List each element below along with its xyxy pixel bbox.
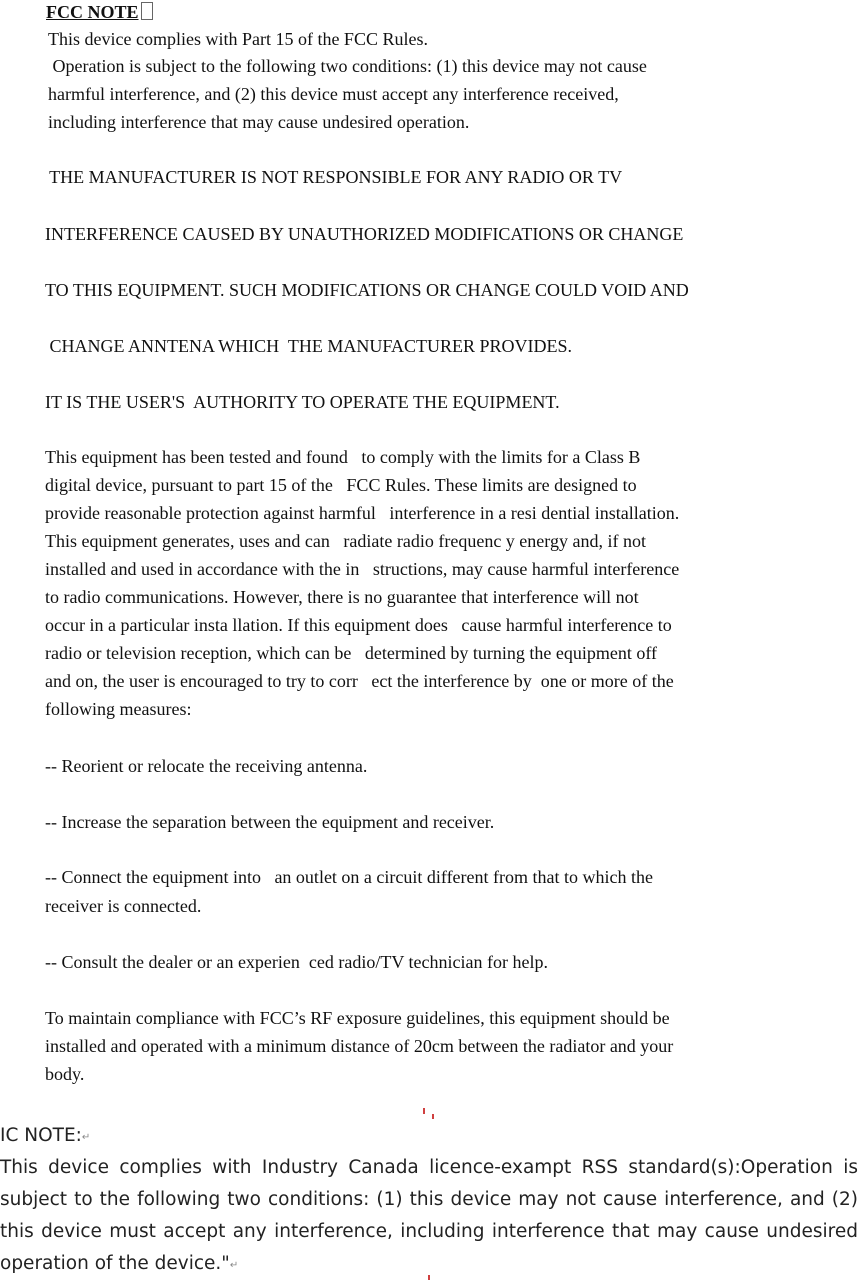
class-b-line-7: occur in a particular insta llation. If this equipment does cause harmful interference to (45, 615, 672, 635)
fcc-statement-line-4: including interference that may cause undesired operation. (48, 112, 470, 132)
fcc-statement-line-1: This device complies with Part 15 of the FCC Rules. (48, 29, 428, 49)
ic-note-title (0, 1120, 858, 1153)
paragraph-mark-icon: ↵ (81, 1132, 91, 1143)
red-tick-mark (432, 1114, 434, 1119)
class-b-line-3: provide reasonable protection against harmful interference in a resi dential installation. (45, 503, 680, 523)
fcc-statement-line-3: harmful interference, and (2) this device must accept any interference received, (48, 84, 619, 104)
class-b-line-5: installed and used in accordance with the in structions, may cause harmful interference (45, 559, 680, 579)
ic-line-1: This device complies with Industry Canada licence-exampt RSS standard(s):Operation is (0, 1157, 858, 1178)
rf-exposure-line-2: installed and operated with a minimum distance of 20cm between the radiator and your (45, 1036, 674, 1056)
ic-line-4 (0, 1248, 858, 1281)
placeholder-glyph-icon (141, 2, 153, 20)
manufacturer-notice-line-5: IT IS THE USER'S AUTHORITY TO OPERATE THE EQUIPMENT. (45, 392, 560, 412)
manufacturer-notice-line-2: INTERFERENCE CAUSED BY UNAUTHORIZED MODIFICATIONS OR CHANGE (45, 224, 684, 244)
fcc-note-title-text: FCC NOTE (46, 2, 139, 22)
manufacturer-notice-line-4: CHANGE ANNTENA WHICH THE MANUFACTURER PROVIDES. (45, 336, 573, 356)
class-b-line-4: This equipment generates, uses and can radiate radio frequenc y energy and, if not (45, 531, 646, 551)
class-b-line-2: digital device, pursuant to part 15 of the FCC Rules. These limits are designed to (45, 475, 637, 495)
class-b-line-9: and on, the user is encouraged to try to corr ect the interference by one or more of the (45, 671, 674, 691)
ic-line-4-text: operation of the device." (0, 1253, 230, 1274)
ic-line-2: subject to the following two conditions: (1) this device may not cause interference, and (2) (0, 1189, 858, 1210)
paragraph-mark-icon: ↵ (229, 1260, 239, 1271)
ic-note-title-text: IC NOTE: (0, 1125, 82, 1146)
class-b-line-8: radio or television reception, which can be determined by turning the equipment off (45, 643, 657, 663)
class-b-line-1: This equipment has been tested and found to comply with the limits for a Class B (45, 447, 641, 467)
measure-consult: -- Consult the dealer or an experien ced radio/TV technician for help. (45, 952, 548, 972)
class-b-line-6: to radio communications. However, there is no guarantee that interference will not (45, 587, 639, 607)
measure-reorient: -- Reorient or relocate the receiving antenna. (45, 756, 368, 776)
fcc-statement-line-2: Operation is subject to the following two conditions: (1) this device may not cause (48, 56, 647, 76)
measure-separation: -- Increase the separation between the equipment and receiver. (45, 812, 495, 832)
measure-outlet-line-2: receiver is connected. (45, 896, 202, 916)
red-tick-mark (423, 1108, 425, 1114)
manufacturer-notice-line-1: THE MANUFACTURER IS NOT RESPONSIBLE FOR ANY RADIO OR TV (45, 167, 623, 187)
class-b-line-10: following measures: (45, 699, 192, 719)
fcc-note-title (46, 1, 153, 23)
ic-line-3: this device must accept any interference, including interference that may cause undesired (0, 1221, 858, 1242)
measure-outlet-line-1: -- Connect the equipment into an outlet on a circuit different from that to which the (45, 867, 653, 887)
rf-exposure-line-1: To maintain compliance with FCC’s RF exposure guidelines, this equipment should be (45, 1008, 670, 1028)
manufacturer-notice-line-3: TO THIS EQUIPMENT. SUCH MODIFICATIONS OR CHANGE COULD VOID AND (45, 280, 689, 300)
rf-exposure-line-3: body. (45, 1064, 85, 1084)
